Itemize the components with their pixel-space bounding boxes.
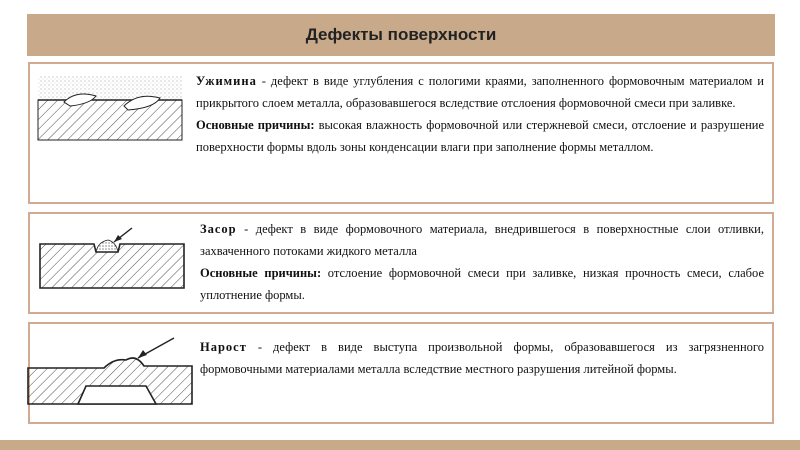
defect-card-uzhimina bbox=[28, 62, 774, 204]
zasor-text bbox=[200, 218, 764, 306]
casting-body bbox=[38, 100, 182, 140]
zasor-figure bbox=[36, 224, 188, 294]
narost-figure bbox=[24, 332, 196, 412]
narost-text bbox=[200, 336, 764, 380]
causes-text: высокая влажность формовочной или стержневой смеси, отслоение и разрушение поверхности формы вдоль зоны конденсации влаги при заполнение формы металлом. bbox=[196, 118, 765, 154]
casting-cavity bbox=[78, 386, 156, 404]
defect-definition: - дефект в виде углубления с пологими краями, заполненного формовочным материалом и прикрытого слоем металла, образовавшегося вследствие отслоения формовочной смеси при заливке. bbox=[196, 74, 764, 110]
title-bar bbox=[27, 14, 775, 56]
defect-term: Засор bbox=[200, 222, 237, 236]
defect-definition: - дефект в виде выступа произвольной формы, образовавшегося из загрязненного формовочными материалами металла вследствие местного разрушения литейной формы. bbox=[200, 340, 764, 376]
causes-text: отслоение формовочной смеси при заливке, низкая прочность смеси, слабое уплотнение формы. bbox=[200, 266, 764, 302]
page-title: Дефекты поверхности bbox=[305, 25, 497, 44]
defect-card-narost bbox=[28, 322, 774, 424]
defect-term: Ужимина bbox=[196, 74, 257, 88]
defect-card-zasor bbox=[28, 212, 774, 314]
mold-sand bbox=[38, 76, 182, 100]
defect-term: Нарост bbox=[200, 340, 247, 354]
uzhimina-text bbox=[196, 70, 764, 158]
causes-label: Основные причины: bbox=[196, 118, 315, 132]
defect-definition: - дефект в виде формовочного материала, внедрившегося в поверхностные слои отливки, захваченного потоками жидкого металла bbox=[200, 222, 764, 258]
bottom-bar bbox=[0, 440, 800, 450]
causes-label: Основные причины: bbox=[200, 266, 322, 280]
uzhimina-figure bbox=[36, 72, 184, 142]
